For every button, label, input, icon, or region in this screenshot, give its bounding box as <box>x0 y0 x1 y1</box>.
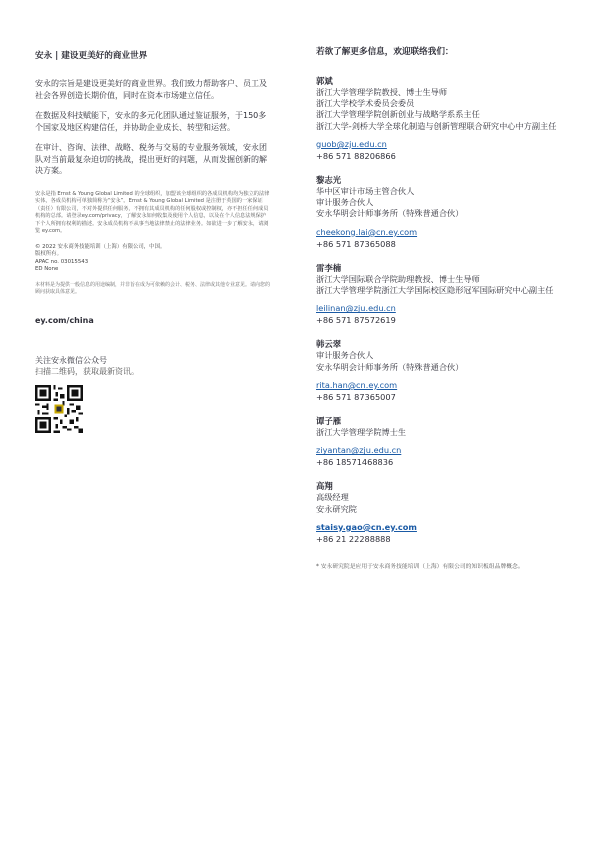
contact-title: 浙江大学管理学院博士生 <box>316 427 407 438</box>
contact-title: 安永华明会计师事务所（特殊普通合伙） <box>316 208 464 219</box>
contact-email-link[interactable]: guob@zju.edu.cn <box>316 138 387 149</box>
contact-phone: +86 571 87365088 <box>316 238 396 249</box>
contact-card <box>316 262 576 327</box>
contact-email-link[interactable]: cheekong.lai@cn.ey.com <box>316 226 418 237</box>
contact-phone: +86 18571468836 <box>316 457 394 468</box>
contact-email-link[interactable]: rita.han@cn.ey.com <box>316 379 398 390</box>
contact-phone: +86 571 88206866 <box>316 150 396 161</box>
contact-phone: +86 21 22288888 <box>316 533 391 544</box>
fields-paragraph: 在审计、咨询、法律、战略、税务与交易的专业服务领域，安永团队对当前最复杂迫切的挑战，提出更好的问题，从而发掘创新的解决方案。 <box>35 143 267 175</box>
contact-card <box>316 75 576 162</box>
rights-line: 版权所有。 <box>35 251 62 258</box>
contact-title: 安永研究院 <box>316 503 357 514</box>
contact-card <box>316 174 576 250</box>
contact-card <box>316 480 576 545</box>
intro-paragraph: 安永的宗旨是建设更美好的商业世界。我们致力帮助客户、员工及社会各界创造长期价值，同时在资本市场建立信任。 <box>35 79 267 100</box>
contact-name: 韩云翠 <box>316 339 342 350</box>
apac-number: APAC no. 03015543 <box>35 258 89 265</box>
contact-name: 高翔 <box>316 481 333 492</box>
contact-title: 浙江大学校学术委员会委员 <box>316 98 415 109</box>
wechat-title: 关注安永微信公众号 <box>35 355 107 365</box>
contact-email-link[interactable]: leilinan@zju.edu.cn <box>316 303 396 314</box>
tagline: 安永 | 建设更美好的商业世界 <box>35 51 148 61</box>
contact-name: 黎志光 <box>316 175 342 186</box>
contacts-column <box>316 46 576 571</box>
copyright-line: © 2022 安永商务技能培训（上海）有限公司，中国。 <box>35 244 166 251</box>
contact-phone: +86 571 87572619 <box>316 315 396 326</box>
contact-title: 浙江大学管理学院浙江大学国际校区隐形冠军国际研究中心副主任 <box>316 285 554 296</box>
contact-title: 安永华明会计师事务所（特殊普通合伙） <box>316 361 464 372</box>
contact-email-link[interactable]: staisy.gao@cn.ey.com <box>316 521 417 532</box>
contact-card <box>316 338 576 403</box>
contact-title: 审计服务合伙人 <box>316 197 374 208</box>
ed-line: ED None <box>35 266 59 273</box>
contact-title: 浙江大学管理学院教授、博士生导师 <box>316 87 448 97</box>
contact-name: 雷李楠 <box>316 262 342 273</box>
contact-card <box>316 415 576 468</box>
contact-title: 高级经理 <box>316 492 349 503</box>
contact-phone: +86 571 87365007 <box>316 391 396 402</box>
website-link[interactable]: ey.com/china <box>35 315 94 325</box>
footnote: * 安永研究院是应用于安永商务技能培训（上海）有限公司的知识板组品牌概念。 <box>316 564 524 571</box>
disclaimer: 本材料是为提供一般信息的用途编制，并非旨在成为可依赖的会计、税务、法律或其他专业意见。请向您的顾问获取具体意见。 <box>35 281 271 295</box>
left-column <box>35 50 270 437</box>
contact-email-link[interactable]: ziyantan@zju.edu.cn <box>316 445 402 456</box>
contact-title: 审计服务合伙人 <box>316 350 374 361</box>
contact-title: 浙江大学管理学院创新创业与战略学系系主任 <box>316 109 480 120</box>
contacts-heading: 若欲了解更多信息，欢迎联络我们： <box>316 47 454 57</box>
wechat-subtitle: 扫描二维码，获取最新资讯。 <box>35 366 139 376</box>
legal-block <box>35 191 270 237</box>
contact-title: 浙江大学-剑桥大学全球化制造与创新管理联合研究中心中方副主任 <box>316 120 557 131</box>
wechat-block <box>35 355 270 437</box>
services-paragraph: 在数据及科技赋能下，安永的多元化团队通过鉴证服务，于150多个国家及地区构建信任，并协助企业成长、转型和运营。 <box>35 111 267 132</box>
contact-name: 谭子雁 <box>316 416 342 427</box>
qr-code-icon[interactable] <box>35 385 83 433</box>
copyright-block <box>35 244 270 274</box>
contact-title: 浙江大学国际联合学院助理教授、博士生导师 <box>316 273 480 284</box>
contact-name: 郭斌 <box>316 76 333 86</box>
legal-fine-print: 安永是指 Ernst & Young Global Limited 的全球组织，加盟该全球组织的各成员机构均为独立的法律实体，各成员机构可单独简称为“安永”。Ernst & Young Global Limited 是注册于英国的一家保证（责任）有限公司，不对外提供任何服务，不拥有其成员机构的任何股权或控制权，亦不担任任何成员机构的总部。请登录ey.com/privacy，了解安永如何收集及使用个人信息，以及在个人信息法规保护下个人所拥有权利的描述。安永成员机构不从事当地法律禁止的法律业务。如欲进一步了解安永，请浏览 ey.com。 <box>35 190 270 235</box>
contact-title: 华中区审计市场主管合伙人 <box>316 186 415 197</box>
